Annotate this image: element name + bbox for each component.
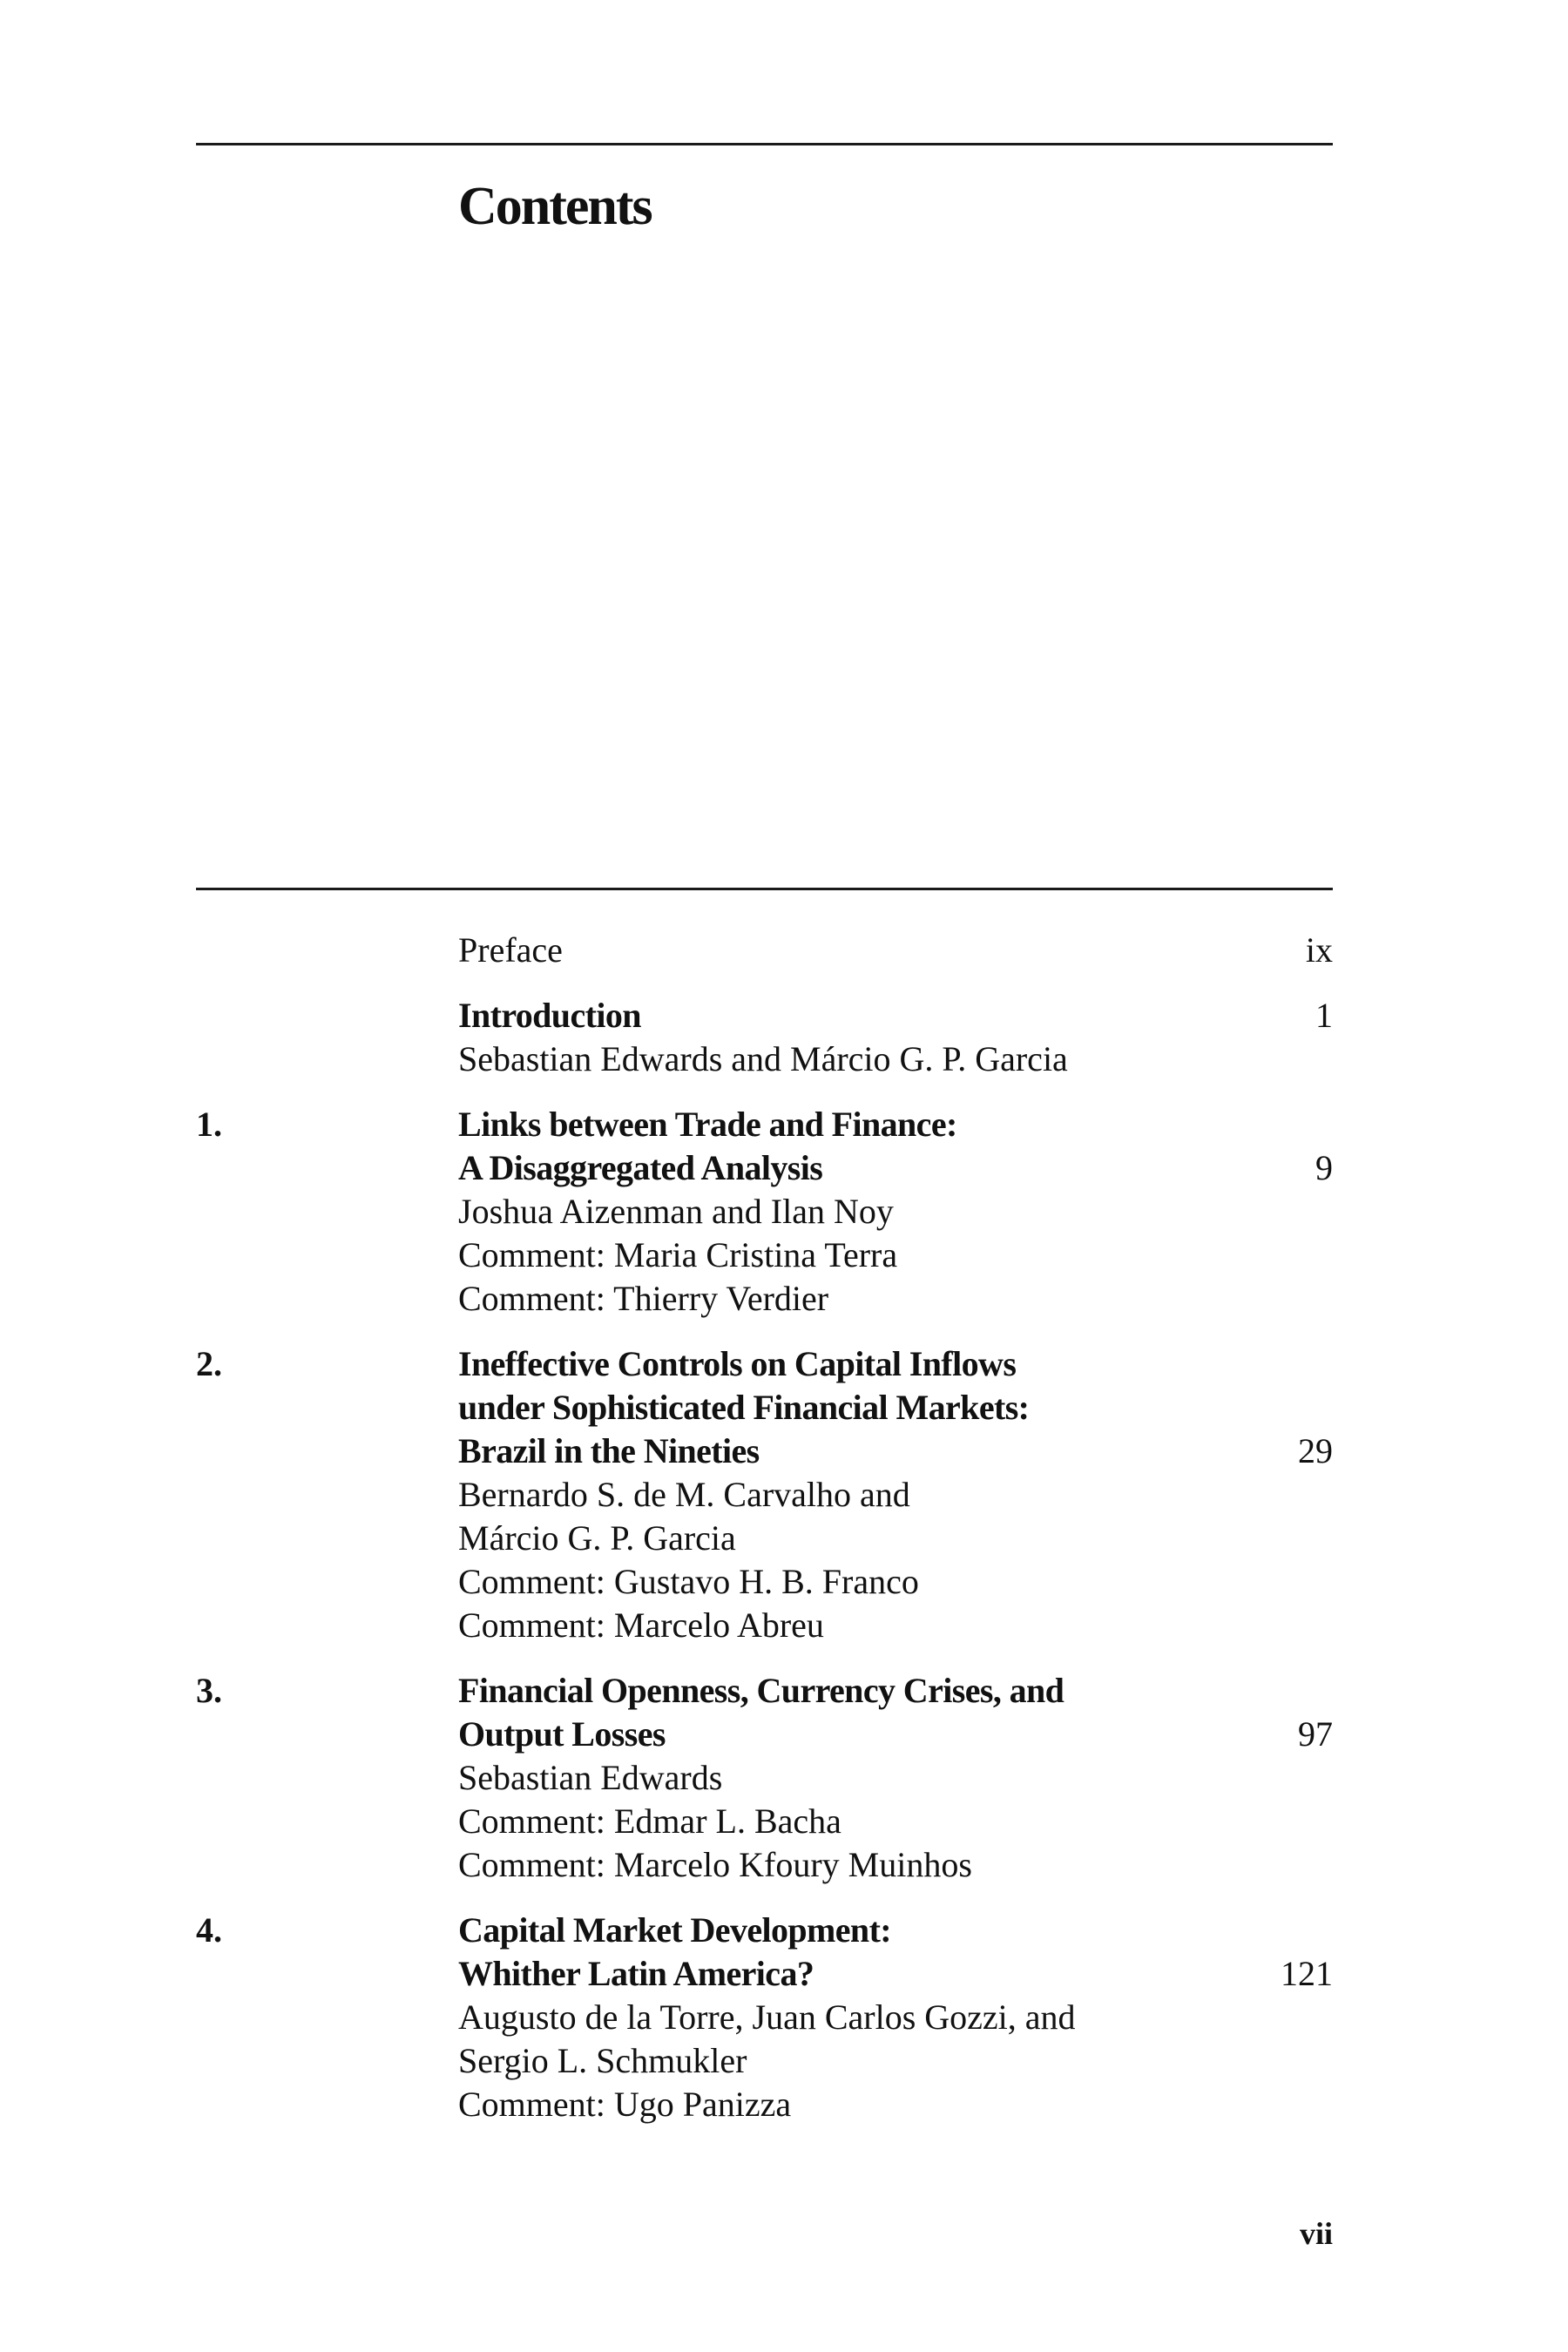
toc-entry-body [458,1342,1242,1647]
toc-entry-number: 2. [196,1344,222,1383]
toc-entry-page-number: ix [1305,930,1333,970]
toc-entry-title-line: A Disaggregated Analysis [458,1148,823,1187]
toc-entry-comment: Comment: Gustavo H. B. Franco [458,1562,919,1601]
toc-entry-author: Bernardo S. de M. Carvalho and [458,1475,910,1514]
toc-entry-title-line: Introduction [458,996,641,1035]
toc-entry[interactable] [196,1909,1333,2126]
toc-entry-comment: Comment: Marcelo Kfoury Muinhos [458,1845,972,1884]
page-number: vii [1299,2216,1333,2251]
toc-entry-page-number: 121 [1281,1954,1333,1993]
toc-entry-title-line: Capital Market Development: [458,1910,892,1950]
toc-entry[interactable] [196,1342,1333,1647]
toc-entry-page-number: 29 [1298,1431,1333,1470]
toc-entry-title-line: under Sophisticated Financial Markets: [458,1388,1030,1427]
toc-entry[interactable] [196,929,1333,972]
toc-entry-body [458,1103,1242,1321]
toc-entry-title-line: Output Losses [458,1714,666,1754]
toc-entry-title: Preface [458,930,563,970]
toc-entry[interactable] [196,1103,1333,1321]
section-rule [196,888,1333,890]
toc-entry-title-line: Links between Trade and Finance: [458,1105,957,1144]
toc-entry-comment: Comment: Thierry Verdier [458,1279,829,1318]
toc-entry-author: Márcio G. P. Garcia [458,1518,736,1558]
top-rule [196,143,1333,145]
toc-entry-page-number: 1 [1315,996,1333,1035]
toc-entry-comment: Comment: Edmar L. Bacha [458,1801,841,1841]
toc-entry-number: 3. [196,1671,222,1710]
toc-entry-author: Joshua Aizenman and Ilan Noy [458,1192,894,1231]
toc-entry-author: Augusto de la Torre, Juan Carlos Gozzi, and [458,1997,1076,2037]
toc-entry[interactable] [196,994,1333,1081]
toc-entry-comment: Comment: Maria Cristina Terra [458,1235,898,1274]
toc-entry-body [458,994,1242,1081]
toc-entry-title-line: Ineffective Controls on Capital Inflows [458,1344,1017,1383]
toc-entry-title-line: Financial Openness, Currency Crises, and [458,1671,1064,1710]
toc-entry-author: Sergio L. Schmukler [458,2041,747,2080]
toc-entry-number: 1. [196,1105,222,1144]
toc-entry-comment: Comment: Marcelo Abreu [458,1605,824,1645]
toc-entry-body [458,929,1242,972]
toc-entry-number: 4. [196,1910,222,1950]
toc-entry[interactable] [196,1669,1333,1887]
toc-entry-body [458,1909,1242,2126]
toc-entry-page-number: 9 [1315,1148,1333,1187]
page-title: Contents [458,177,652,236]
toc-entry-title-line: Brazil in the Nineties [458,1431,760,1470]
toc-entry-body [458,1669,1242,1887]
toc-entry-title-line: Whither Latin America? [458,1954,814,1993]
toc-entry-author: Sebastian Edwards [458,1758,723,1797]
toc-entry-page-number: 97 [1298,1714,1333,1754]
table-of-contents [196,929,1333,2126]
toc-entry-author: Sebastian Edwards and Márcio G. P. Garcia [458,1039,1068,1078]
toc-entry-comment: Comment: Ugo Panizza [458,2085,792,2124]
